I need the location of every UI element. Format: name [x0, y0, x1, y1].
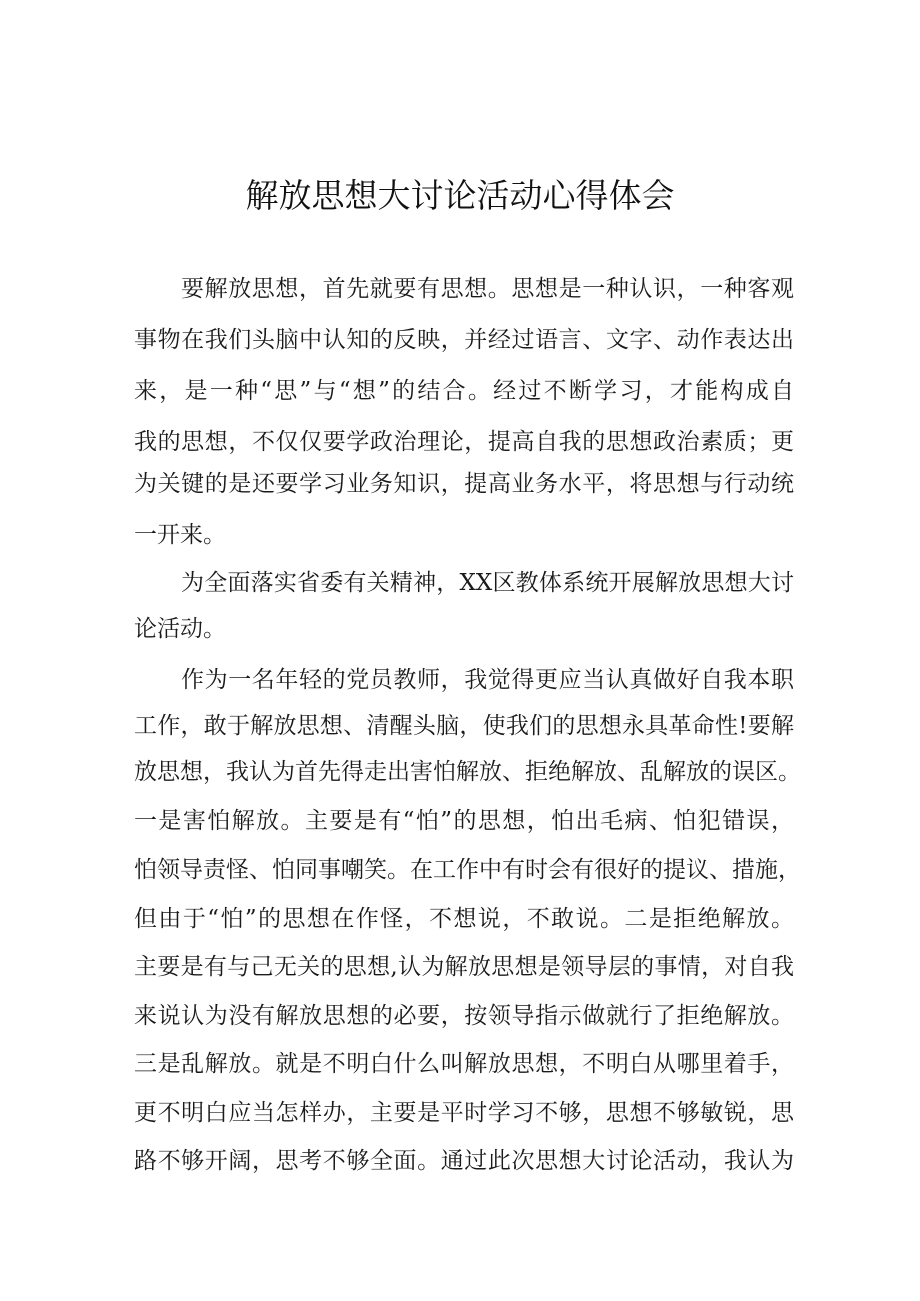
paragraph-line: 主要是有与己无关的思想,认为解放思想是领导层的事情，对自我 — [134, 954, 794, 980]
paragraph-line: 论活动。 — [134, 616, 226, 642]
paragraph-line: 一是害怕解放。主要是有“怕”的思想，怕出毛病、怕犯错误， — [134, 808, 794, 834]
paragraph-line: 事物在我们头脑中认知的反映，并经过语言、文字、动作表达出 — [134, 327, 794, 353]
paragraph-line: 工作，敢于解放思想、清醒头脑，使我们的思想永具革命性!要解 — [134, 713, 794, 739]
paragraph-line: 三是乱解放。就是不明白什么叫解放思想，不明白从哪里着手， — [134, 1051, 794, 1077]
paragraph-line: 来，是一种“思”与“想”的结合。经过不断学习，才能构成自 — [134, 378, 794, 404]
paragraph-line: 怕领导责怪、怕同事嘲笑。在工作中有时会有很好的提议、措施， — [134, 857, 801, 883]
paragraph-line: 为关键的是还要学习业务知识，提高业务水平，将思想与行动统 — [134, 471, 794, 497]
paragraph-line: 路不够开阔，思考不够全面。通过此次思想大讨论活动，我认为 — [134, 1148, 794, 1174]
paragraph-line: 要解放思想，首先就要有思想。思想是一种认识，一种客观 — [181, 276, 794, 302]
paragraph-line: 为全面落实省委有关精神，XX区教体系统开展解放思想大讨 — [181, 570, 794, 596]
paragraph-line: 更不明白应当怎样办，主要是平时学习不够，思想不够敏锐，思 — [134, 1100, 794, 1126]
document-title: 解放思想大讨论活动心得体会 — [245, 176, 675, 215]
paragraph-line: 作为一名年轻的党员教师，我觉得更应当认真做好自我本职 — [181, 667, 794, 693]
paragraph-line: 我的思想，不仅仅要学政治理论，提高自我的思想政治素质；更 — [134, 429, 794, 455]
paragraph-line: 放思想，我认为首先得走出害怕解放、拒绝解放、乱解放的误区。 — [134, 759, 801, 785]
paragraph-line: 来说认为没有解放思想的必要，按领导指示做就行了拒绝解放。 — [134, 1003, 794, 1029]
paragraph-line: 一开来。 — [134, 522, 226, 548]
paragraph-line: 但由于“怕”的思想在作怪，不想说，不敢说。二是拒绝解放。 — [134, 906, 794, 932]
